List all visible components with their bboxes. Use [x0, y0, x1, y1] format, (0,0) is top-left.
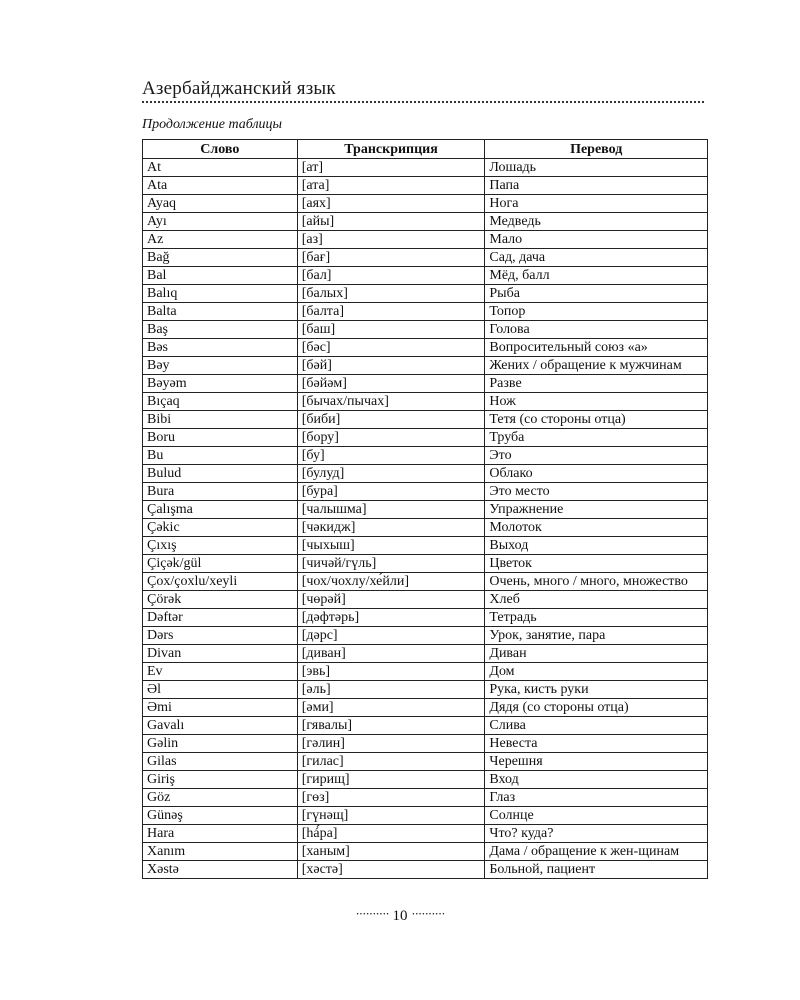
table-row: [143, 843, 708, 861]
cell-word: Balta: [143, 303, 298, 321]
cell-translation: Хлеб: [485, 591, 708, 609]
cell-translation: Жених / обращение к мужчинам: [485, 357, 708, 375]
table-row: [143, 321, 708, 339]
cell-translation: Нож: [485, 393, 708, 411]
cell-transcription: [баш]: [297, 321, 485, 339]
page-footer: [0, 906, 800, 925]
table-row: [143, 699, 708, 717]
table-row: [143, 267, 708, 285]
table-row: [143, 861, 708, 879]
cell-transcription: [ат]: [297, 159, 485, 177]
table-row: [143, 213, 708, 231]
cell-translation: Сад, дача: [485, 249, 708, 267]
table-row: [143, 375, 708, 393]
table-caption: Продолжение таблицы: [142, 117, 283, 132]
cell-transcription: [әми]: [297, 699, 485, 717]
cell-transcription: [балта]: [297, 303, 485, 321]
table-row: [143, 393, 708, 411]
cell-transcription: [бал]: [297, 267, 485, 285]
cell-transcription: [гәлин]: [297, 735, 485, 753]
cell-translation: Лошадь: [485, 159, 708, 177]
column-header-transcription: Транскрипция: [297, 140, 485, 159]
cell-transcription: [булуд]: [297, 465, 485, 483]
cell-translation: Тетя (со стороны отца): [485, 411, 708, 429]
cell-translation: Очень, много / много, множество: [485, 573, 708, 591]
cell-translation: Упражнение: [485, 501, 708, 519]
cell-word: Əl: [143, 681, 298, 699]
cell-transcription: [аях]: [297, 195, 485, 213]
table-row: [143, 339, 708, 357]
table-row: [143, 357, 708, 375]
cell-word: Bəyəm: [143, 375, 298, 393]
cell-word: Çörək: [143, 591, 298, 609]
cell-translation: Рыба: [485, 285, 708, 303]
cell-word: Ev: [143, 663, 298, 681]
cell-word: Gəlin: [143, 735, 298, 753]
cell-word: Dərs: [143, 627, 298, 645]
cell-translation: Цветок: [485, 555, 708, 573]
cell-translation: Это место: [485, 483, 708, 501]
table-row: [143, 825, 708, 843]
cell-transcription: [бәс]: [297, 339, 485, 357]
cell-word: Balıq: [143, 285, 298, 303]
cell-transcription: [бычах/пычах]: [297, 393, 485, 411]
cell-transcription: [ханым]: [297, 843, 485, 861]
cell-word: Bu: [143, 447, 298, 465]
table-row: [143, 429, 708, 447]
cell-transcription: [бәй]: [297, 357, 485, 375]
cell-translation: Это: [485, 447, 708, 465]
table-row: [143, 681, 708, 699]
vocabulary-table: [142, 139, 708, 879]
cell-transcription: [чичәй/гүль]: [297, 555, 485, 573]
cell-translation: Голова: [485, 321, 708, 339]
cell-translation: Глаз: [485, 789, 708, 807]
cell-word: Çıxış: [143, 537, 298, 555]
table-body: [143, 159, 708, 879]
cell-transcription: [гилас]: [297, 753, 485, 771]
cell-word: Çiçək/gül: [143, 555, 298, 573]
page-number: 10: [392, 908, 408, 924]
cell-translation: Мало: [485, 231, 708, 249]
cell-transcription: [айы]: [297, 213, 485, 231]
table-row: [143, 249, 708, 267]
cell-transcription: [диван]: [297, 645, 485, 663]
footer-dots-right: ··········: [411, 906, 445, 921]
cell-translation: Тетрадь: [485, 609, 708, 627]
cell-word: Bağ: [143, 249, 298, 267]
table-row: [143, 159, 708, 177]
cell-transcription: [гүнәщ]: [297, 807, 485, 825]
cell-translation: Труба: [485, 429, 708, 447]
cell-transcription: [бағ]: [297, 249, 485, 267]
table-row: [143, 609, 708, 627]
cell-transcription: [чөрәй]: [297, 591, 485, 609]
table-row: [143, 285, 708, 303]
cell-transcription: [гявалы]: [297, 717, 485, 735]
cell-transcription: [хәстә]: [297, 861, 485, 879]
table-row: [143, 789, 708, 807]
table-row: [143, 303, 708, 321]
cell-transcription: [әль]: [297, 681, 485, 699]
cell-word: Ayaq: [143, 195, 298, 213]
cell-translation: Что? куда?: [485, 825, 708, 843]
table-header-row: [143, 140, 708, 159]
table-row: [143, 519, 708, 537]
cell-word: Bəs: [143, 339, 298, 357]
cell-word: Göz: [143, 789, 298, 807]
table-row: [143, 573, 708, 591]
cell-word: Bıçaq: [143, 393, 298, 411]
cell-translation: Папа: [485, 177, 708, 195]
cell-transcription: [балых]: [297, 285, 485, 303]
cell-translation: Молоток: [485, 519, 708, 537]
cell-word: At: [143, 159, 298, 177]
cell-word: Çəkic: [143, 519, 298, 537]
cell-transcription: [гирищ]: [297, 771, 485, 789]
cell-word: Gilas: [143, 753, 298, 771]
table-row: [143, 753, 708, 771]
cell-transcription: [чәкидж]: [297, 519, 485, 537]
cell-transcription: [чалышма]: [297, 501, 485, 519]
cell-word: Giriş: [143, 771, 298, 789]
table-row: [143, 645, 708, 663]
cell-word: Əmi: [143, 699, 298, 717]
cell-word: Bəy: [143, 357, 298, 375]
cell-word: Baş: [143, 321, 298, 339]
cell-word: Az: [143, 231, 298, 249]
cell-translation: Дядя (со стороны отца): [485, 699, 708, 717]
cell-transcription: [бура]: [297, 483, 485, 501]
table-row: [143, 771, 708, 789]
cell-word: Çalışma: [143, 501, 298, 519]
cell-translation: Диван: [485, 645, 708, 663]
table-row: [143, 483, 708, 501]
cell-word: Ayı: [143, 213, 298, 231]
cell-transcription: [há́ра]: [297, 825, 485, 843]
cell-translation: Черешня: [485, 753, 708, 771]
cell-word: Boru: [143, 429, 298, 447]
cell-word: Çox/çoxlu/xeyli: [143, 573, 298, 591]
table-row: [143, 411, 708, 429]
cell-transcription: [бәйәм]: [297, 375, 485, 393]
cell-translation: Мёд, балл: [485, 267, 708, 285]
cell-translation: Дама / обращение к жен-щинам: [485, 843, 708, 861]
cell-translation: Медведь: [485, 213, 708, 231]
cell-word: Dəftər: [143, 609, 298, 627]
cell-translation: Слива: [485, 717, 708, 735]
cell-transcription: [биби]: [297, 411, 485, 429]
table-row: [143, 717, 708, 735]
table-row: [143, 447, 708, 465]
cell-transcription: [бору]: [297, 429, 485, 447]
running-header: Азербайджанский язык: [142, 78, 336, 99]
table-row: [143, 195, 708, 213]
cell-translation: Больной, пациент: [485, 861, 708, 879]
table-row: [143, 591, 708, 609]
cell-word: Günəş: [143, 807, 298, 825]
cell-word: Gavalı: [143, 717, 298, 735]
cell-translation: Урок, занятие, пара: [485, 627, 708, 645]
cell-word: Xanım: [143, 843, 298, 861]
cell-translation: Топор: [485, 303, 708, 321]
table-row: [143, 735, 708, 753]
cell-transcription: [эвь]: [297, 663, 485, 681]
cell-translation: Рука, кисть руки: [485, 681, 708, 699]
table-row: [143, 555, 708, 573]
column-header-translation: Перевод: [485, 140, 708, 159]
table-row: [143, 177, 708, 195]
cell-word: Bulud: [143, 465, 298, 483]
cell-transcription: [ата]: [297, 177, 485, 195]
cell-word: Divan: [143, 645, 298, 663]
cell-word: Bibi: [143, 411, 298, 429]
cell-translation: Дом: [485, 663, 708, 681]
table-row: [143, 807, 708, 825]
cell-translation: Облако: [485, 465, 708, 483]
table-row: [143, 537, 708, 555]
table-row: [143, 231, 708, 249]
column-header-word: Слово: [143, 140, 298, 159]
cell-word: Bura: [143, 483, 298, 501]
table-row: [143, 501, 708, 519]
cell-transcription: [бу]: [297, 447, 485, 465]
cell-translation: Выход: [485, 537, 708, 555]
header-dotted-divider: [142, 101, 704, 103]
cell-transcription: [гөз]: [297, 789, 485, 807]
table-row: [143, 465, 708, 483]
cell-translation: Вопросительный союз «а»: [485, 339, 708, 357]
table-row: [143, 627, 708, 645]
footer-dots-left: ··········: [355, 906, 389, 921]
cell-translation: Невеста: [485, 735, 708, 753]
cell-transcription: [дәфтәрь]: [297, 609, 485, 627]
cell-word: Ata: [143, 177, 298, 195]
cell-transcription: [чыхыш]: [297, 537, 485, 555]
cell-transcription: [чох/чохлу/хе́йли]: [297, 573, 485, 591]
cell-transcription: [аз]: [297, 231, 485, 249]
cell-word: Hara: [143, 825, 298, 843]
cell-translation: Разве: [485, 375, 708, 393]
table-row: [143, 663, 708, 681]
cell-word: Bal: [143, 267, 298, 285]
cell-word: Xəstə: [143, 861, 298, 879]
cell-transcription: [дәрс]: [297, 627, 485, 645]
cell-translation: Вход: [485, 771, 708, 789]
cell-translation: Нога: [485, 195, 708, 213]
cell-translation: Солнце: [485, 807, 708, 825]
